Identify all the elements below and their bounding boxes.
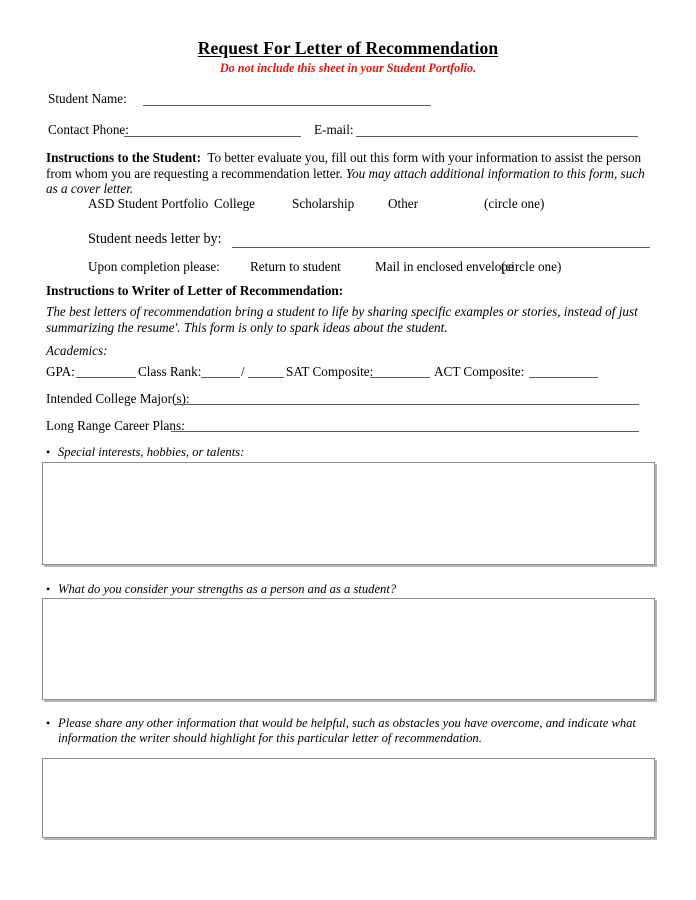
question-3-answer-box[interactable] [42, 758, 655, 838]
email-input[interactable] [356, 136, 638, 137]
question-1-answer-box[interactable] [42, 462, 655, 565]
class-rank-numerator-input[interactable] [201, 377, 240, 378]
purpose-option-other[interactable]: Other [388, 196, 419, 211]
purpose-circle-one-hint: (circle one) [484, 196, 545, 211]
email-label: E-mail: [314, 122, 354, 137]
instructions-to-student-heading: Instructions to the Student: [46, 150, 201, 165]
page-title-text: Request For Letter of Recommendation [197, 38, 499, 58]
gpa-input[interactable] [76, 377, 136, 378]
purpose-option-college[interactable]: College [214, 196, 256, 211]
question-3-prompt-text: Please share any other information that would be helpful, such as obstacles you have overcome, and indicate what information the writer should highlight for this particular letter of recommendation. [58, 716, 636, 746]
act-composite-input[interactable] [529, 377, 598, 378]
question-3-prompt [46, 716, 650, 747]
academics-section-label: Academics: [46, 343, 108, 358]
class-rank-separator: / [241, 364, 245, 379]
upon-completion-option-return[interactable]: Return to student [250, 259, 341, 274]
bullet-icon: • [46, 445, 51, 459]
intended-major-input[interactable] [175, 404, 639, 405]
question-1-answer-text [43, 463, 654, 471]
question-1-prompt [46, 445, 650, 460]
sat-composite-label: SAT Composite: [286, 364, 374, 379]
career-plans-input[interactable] [171, 431, 639, 432]
upon-completion-circle-one-hint: (circle one) [501, 259, 562, 274]
page-title [0, 38, 696, 59]
instructions-to-student [46, 150, 650, 197]
instructions-to-writer-heading: Instructions to Writer of Letter of Recommendation: [46, 283, 344, 298]
needs-letter-by-label: Student needs letter by: [88, 231, 222, 247]
gpa-label: GPA: [46, 364, 75, 379]
student-name-label: Student Name: [48, 91, 127, 106]
bullet-icon: • [46, 716, 51, 730]
question-2-prompt [46, 582, 650, 597]
question-1-prompt-text: Special interests, hobbies, or talents: [58, 445, 245, 459]
intended-major-label: Intended College Major(s): [46, 391, 190, 406]
instructions-to-student-body: To better evaluate you, fill out this form with your information to assist the person from whom you are requesting a recommendation letter. [46, 150, 642, 181]
instructions-to-student-note: You may attach additional information to this form, such as a cover letter. [46, 165, 645, 197]
student-name-input[interactable] [143, 105, 431, 106]
upon-completion-option-mail[interactable]: Mail in enclosed envelope [375, 259, 514, 274]
needs-letter-by-input[interactable] [232, 247, 650, 248]
question-2-answer-box[interactable] [42, 598, 655, 700]
upon-completion-label: Upon completion please: [88, 259, 220, 274]
contact-phone-label: Contact Phone: [48, 122, 129, 137]
sat-composite-input[interactable] [370, 377, 430, 378]
question-2-prompt-text: What do you consider your strengths as a person and as a student? [58, 582, 397, 596]
bullet-icon: • [46, 582, 51, 596]
question-3-answer-text [43, 759, 654, 767]
act-composite-label: ACT Composite: [434, 364, 525, 379]
instructions-to-writer-body: The best letters of recommendation bring a student to life by sharing specific examples or stories, instead of just summarizing the resume'. This form is only to spark ideas about the student. [46, 304, 638, 335]
class-rank-label: Class Rank: [138, 364, 202, 379]
purpose-option-asd-portfolio[interactable]: ASD Student Portfolio [88, 196, 209, 211]
career-plans-label: Long Range Career Plans: [46, 418, 185, 433]
purpose-option-scholarship[interactable]: Scholarship [292, 196, 355, 211]
contact-phone-input[interactable] [124, 136, 301, 137]
page-subtitle-warning: Do not include this sheet in your Student Portfolio. [219, 61, 477, 75]
class-rank-denominator-input[interactable] [248, 377, 284, 378]
question-2-answer-text [43, 599, 654, 607]
